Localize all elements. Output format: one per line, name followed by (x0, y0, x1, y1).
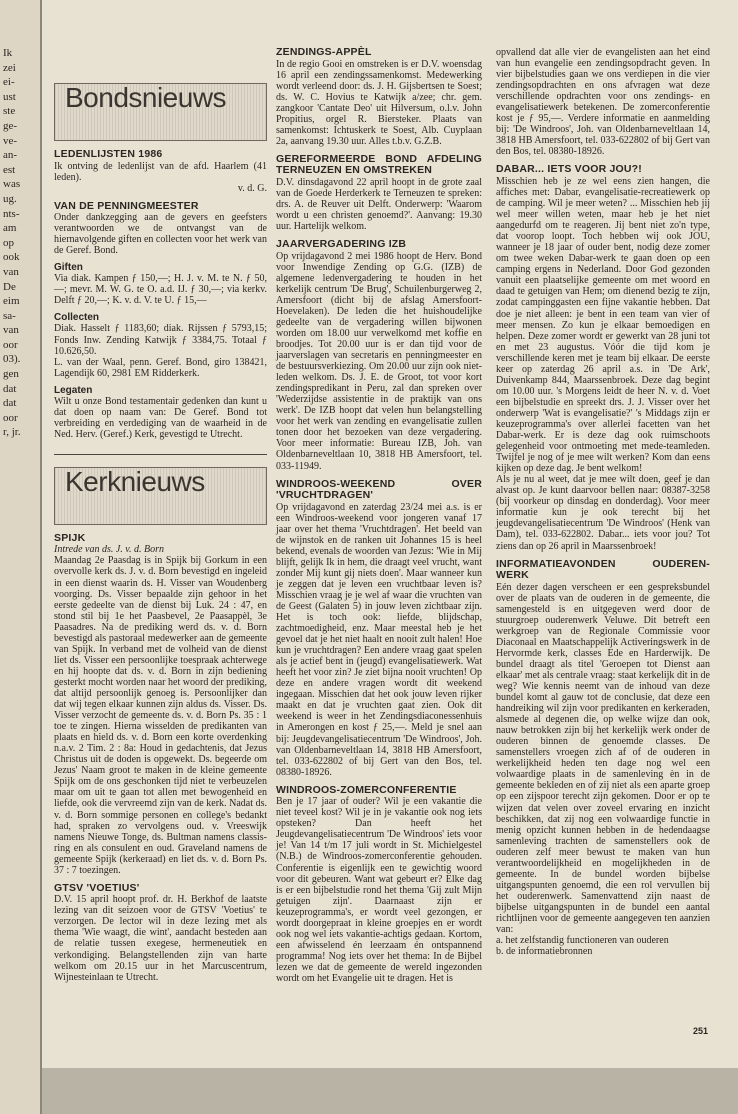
left-column (54, 83, 267, 983)
right-column (496, 47, 710, 957)
info-title-a: INFORMATIEAVONDEN (496, 557, 616, 570)
weekend-title-a: WINDROOS-WEEKEND (276, 477, 396, 490)
spijk-title: SPIJK (54, 531, 86, 544)
gutter-fragment: van (3, 324, 19, 337)
izb-text: Op vrijdagavond 2 mei 1986 hoopt de Herv. Bond voor Inwendige Zending op G.G. (IZB) de algemene ledenvergadering te houden in het kerkelijk centrum 'De Brug', Schuilenburgerweg 2, Amersfoort (dicht bij de afslag Amersfoort-Hoevelaken). De leden die het huishoudelijke gedeelte van de vergadering willen bijwonen worden om 18.00 uur verwelkomd met koffie en broodjes. Tot 20.00 uur is er dan tijd voor de jaarverslagen van secretaris en penningmeester en de bestuursverkiezing. Om 20.00 uur zijn ook niet-leden welkom. Ds. J. E. de Groot, tot voor kort zendingspredikant in Peru, zal dan spreken over 'Wederzijdse assistentie in de praktijk van ons werk'. De IZB hoopt dat velen hun belangstelling voor het werk van zending en evangelisatie zullen tonen door het bezoeken van deze vergadering. Voor meer informatie: Bureau IZB, Joh. van Oldenbarneveltlaan 10, 3818 HB Amersfoort, tel. 033-11949. (276, 250, 482, 472)
gutter-fragment: sa- (3, 309, 16, 322)
legaten-title: Legaten (54, 384, 93, 396)
gutter-fragment: oor (3, 411, 18, 424)
section-divider (54, 454, 267, 455)
kerknieuws-banner (54, 467, 267, 525)
gutter-fragment: 03). (3, 353, 21, 366)
collecten-text: Diak. Hasselt ƒ 1183,60; diak. Rijssen ƒ 5793,15; Fonds Inw. Zending Katwijk ƒ 3384,75. Totaal ƒ 10.626,50. (54, 323, 267, 357)
gutter-fragment: am (3, 222, 17, 235)
gutter-fragment: zei (3, 61, 16, 74)
gutter-fragment: op (3, 236, 14, 249)
info-title-c: WERK (496, 569, 529, 582)
weekend-title-c: 'VRUCHTDRAGEN' (276, 489, 374, 502)
info-list-a: a. het zelfstandig functioneren van ouderen (496, 935, 669, 947)
info-list-b: b. de informatiebronnen (496, 946, 593, 958)
gutter-fragment: ve- (3, 134, 18, 147)
gutter-fragment: nts- (3, 207, 20, 220)
dabar-text: Misschien heb je ze wel eens zien hangen, die affiches met: Dabar, evangelisatie-recreatiewerk op de camping. Wil je meer weten? ... Misschien heb jij wel meer willen weten, maar heb je het niet aangedurfd om te reageren. Jij bent niet zo'n type, dat voorop loopt. Toch hebben wij ook JOU, wanneer je 18 jaar of ouder bent, nodig deze zomer om twee weken Dabar-werk te gaan doen op een camping ergens in Nederland. Door God gezonden vanuit een plaatselijke gemeente om met woord en daad te getuigen van Hem; om dienend bezig te zijn, zodat campinggasten een fijne vakantie hebben. Dat doe je niet alleen: je bent in een team van vier of meer mensen. Zo kun je elkaar bemoedigen en helpen. Deze zomer wordt er gewerkt van 28 juni tot en met 23 augustus. Vóór die tijd kom je verschillende keren met je team bij elkaar. De eerste keer op zaterdag 26 april a.s. in 'De Ark', Duivenkamp 844, Maarssenbroek. Deze dag begint om 10.00 uur. 's Morgens leidt de heer N. v. d. Voet een bijbelstudie en spreekt drs. J. J. Visser over het onderwerp 'Wat is evangelisatie?' 's Middags zijn er keuzeprogramma's over allerlei facetten van het Dabar-werk. Er is deze dag ook ruimschoots gelegenheid voor ontmoeting met mede-teamleden. Twijfel je nog of je mee wilt werken? Kom dan eens kijken op deze dag. Je bent welkom! (496, 175, 710, 475)
gutter-fragment: ook (3, 251, 20, 264)
collecten-sign: L. van der Waal, penn. Geref. Bond, giro 138421, Lagendijk 60, 2981 EM Ridderkerk. (54, 356, 267, 379)
izb-title: JAARVERGADERING IZB (276, 238, 407, 251)
gutter-fragment: ge- (3, 119, 18, 132)
gutter-fragment: gen (3, 368, 19, 381)
zendings-text: In de regio Gooi en omstreken is er D.V. woensdag 16 april een zendingssamenkomst. Medewerking wordt verleend door: ds. J. H. Gijsbertsen te Soest; ds. W. C. Hovius te Katwijk a/zee; chr. gem. zangkoor 'Cantate Deo' uit Hilversum, o.l.v. John Propitius, orgel R. Biersteker. Plaats van samenkomst: Ichtuskerk te Soest, Alb. Cuyplaan 2a, aanvang 19.30 uur. Alles t.b.v. G.Z.B. (276, 58, 482, 147)
gutter-fragment: van (3, 265, 19, 278)
dabar-text-2: Als je nu al weet, dat je mee wilt doen, geef je dan alvast op. Je kunt daarvoor bellen naar: 08387-3258 (bij voorkeur op dinsdag en donderdag). Voor meer informatie kun je ook terecht bij het jeugdevangelisatiecentrum 'De Windroos' (Henk van Dam), tel. 033-622802. Dabar... iets voor jou? Tot ziens dan op 26 april in Maarssenbroek! (496, 474, 710, 552)
gutter-fragment: ste (3, 105, 16, 118)
penningmeester-text: Onder dankzegging aan de gevers en geefsters verantwoorden we de ontvangst van de hiernavolgende giften en collecten voor het werk van de Geref. Bond. (54, 212, 267, 257)
ledenlijsten-text: Ik ontving de ledenlijst van de afd. Haarlem (41 leden). (54, 160, 267, 183)
gutter-fragment: oor (3, 338, 18, 351)
ledenlijsten-title: LEDENLIJSTEN 1986 (54, 148, 163, 160)
info-title-b: OUDEREN- (652, 557, 710, 570)
previous-page-gutter (0, 0, 42, 1114)
zomer-text: Ben je 17 jaar of ouder? Wil je een vakantie die niet teveel kost? Wil je in je vakantie ook nog iets opsteken? Dan heeft het Jeugdevangelisatiecentrum 'De Windroos' iets voor je! Van 14 t/m 17 juli wordt in St. Michielgestel (N.B.) de Windroos-zomerconferentie gehouden. Conferentie is eigenlijk een te gewichtig woord voor dit gebeuren. Want wat gebeurt er? Elke dag is er een bijbelstudie rond het thema 'Gij zult Mijn getuigen zijn'. Daarnaast zijn er keuzeprogramma's, er wordt veel gezongen, er wordt doorgepraat in kleine groepjes en er wordt ook nog wel iets vakantie-achtigs gedaan. Kortom, een afwisselend én leerzaam én ontspannend programma! Nog iets over het thema: In de Bijbel lezen we dat de gemeente de wereld ingezonden wordt om het Evangelie uit te dragen. Het is (276, 796, 482, 984)
gtsv-text: D.V. 15 april hoopt prof. dr. H. Berkhof de laatste lezing van dit seizoen voor de GTSV 'Voetius' te verzorgen. De lector wil in deze lezing met als thema 'Wie waagt, die wint', aandacht besteden aan de relatie tussen exegese, hermeneutiek en verkondiging. Belangstellenden zijn van harte welkom om 20.15 uur in het Marcuscentrum, Wijnesteinlaan te Utrecht. (54, 894, 267, 983)
ledenlijsten-sign: v. d. G. (237, 182, 267, 194)
info-text: Eén dezer dagen verscheen er een gespreksbundel over de plaats van de ouderen in de gemeente, die samengesteld is en uitgegeven werd door de stuurgroep ouderenwerk Veluwe. Dit betreft een werkgroep van de Regionale Commissie voor Diaconaal en Maatschappelijk Activeringswerk in de Hervormde kerk, classes Ede en Harderwijk. De bundel draagt als titel 'Geroepen tot Dienst aan elkaar' met als centrale vraag: staat kerkelijk dit in de weg? Wie kennis neemt van de inhoud van deze bundel komt al gauw tot de conclusie, dat deze een handreiking wil zijn voor predikanten en kerkeraden, alsmede al degenen die, op welke wijze dan ook, nauw betrokken zijn bij het kerkelijk werk onder de ouderen binnen de genoemde classes. De samenstellers vroegen zich af of de ouderen in werkelijkheid heden ten dage nog wel een volwaardige plaats in de samenleving èn in de gemeente bekleden en of zij niet als een aparte groep op een zijspoor terecht zijn gekomen. Door er op te wijzen dat velen over zoveel ervaring en inzicht beschikken, dat zij nog een volwaardige functie in menig opzicht kunnen hebben in de hedendaagse samenleving trachten de samenstellers ook de ouderen zelf meer bewust te maken van hun verantwoordelijkheid en mogelijkheden in de gemeente. In de bundel worden bijbelse uitgangspunten genoemd, die een rol vervullen bij het ouderenwerk. Samenvattend zijn naast de bijbelse uitgangspunten in de bundel een aantal richtlijnen voor de gemeente aangegeven ten aanzien van: (496, 581, 710, 936)
penningmeester-title: VAN DE PENNINGMEESTER (54, 199, 199, 212)
spijk-text: Maandag 2e Paasdag is in Spijk bij Gorkum in een overvolle kerk ds. J. v. d. Born bevestigd en ingeleid in een dienst waarin ds. H. Visser van Woudenberg voorging. Ds. Visser bepaalde zijn gehoor in het eerste gedeelte van de dienst bij Luk. 24 : 47, en stond stil bij 1e het Paasbevel, 2e Paasappèl, 3e Paasadres. Na de prediking werd ds. v. d. Born bevestigd als pastoraal medewerker aan de gemeente van Spijk. In verband met de volheid van de dienst liet ds. Visser een persoonlijke toespraak achterwege en hij hoopte dat ds. v. d. Born in zijn bediening gesterkt mocht worden naar het woord der prediking, dat altijd persoonlijk genoeg is. Persoonlijker dan dat wij tegen elkaar kunnen zijn aldus ds. Visser. Ds. Visser verzocht de gemeente ds. v. d. Born Ps. 35 : 1 toe te zingen. Hierna wisselden de predikanten van plaats en hield ds. v. d. Born een korte overdenking n.a.v. 2 Tim. 2 : 8a: Houd in gedachtenis, dat Jezus Christus uit de doden is opgewekt. Ds. begeerde om Jezus' Naam groot te maken in de kleine gemeente Spijk om de ons geschonken tijd niet te verbeuzelen maar om uit te gaan tot allen met bewogenheid en liefde, ook die vervreemd zijn van de kerk. Nadat ds. v. d. Born sommige personen en college's bedankt had, spraken zo vervolgens oud. v. Vreeswijk namens Nieuwe Tonge, ds. Bultman namens classis-ring en als consulent en oud. Graveland namens de gemeente Spijk (kerkeraad) en liet ds. v. d. Born Ps. 37 : 7 toezingen. (54, 555, 267, 876)
gutter-fragment: De (3, 280, 16, 293)
spijk-subtitle: Intrede van ds. J. v. d. Born (54, 544, 164, 556)
zomer-text-continued: opvallend dat alle vier de evangelisten aan het eind van hun evangelie een zendingsopdracht geven. In vier bijbelstudies gaan we ons verdiepen in die vier zendingsopdrachten en ons afvragen wat deze verschillende opdrachten voor ons zendings- en evangelisatiewerk betekenen. De zomerconferentie kost je ƒ 95,—. Verdere informatie en aanmelding bij: 'De Windroos', Joh. van Oldenbarneveltlaan 14, 3818 HB Amersfoort, tel. 033-622802 of bij Gert van den Bos, tel. 08380-18926. (496, 47, 710, 158)
page-number: 251 (692, 1026, 708, 1036)
gutter-fragment: dat (3, 397, 17, 410)
bondsnieuws-banner (54, 83, 267, 141)
giften-text: Via diak. Kampen ƒ 150,—; H. J. v. M. te N. ƒ 50,—; mevr. M. W. G. te O. a.d. IJ. ƒ 30,—; via kerkv. Delft ƒ 20,—; K. v. d. V. te U. ƒ 15,— (54, 273, 267, 307)
zendings-title: ZENDINGS-APPÈL (276, 46, 372, 58)
gutter-fragment: est (3, 163, 16, 176)
bondsnieuws-heading: Bondsnieuws (65, 82, 227, 113)
gutter-fragment: Ik (3, 47, 13, 59)
gutter-fragment: r, jr. (3, 426, 21, 439)
gtsv-title: GTSV 'VOETIUS' (54, 881, 140, 894)
collecten-title: Collecten (54, 312, 100, 324)
gutter-fragment: ei- (3, 76, 15, 89)
gutter-fragment: eim (3, 295, 20, 308)
gutter-fragment: an- (3, 149, 18, 162)
gereformeerde-title: GEREFORMEERDE BOND AFDELING TERNEUZEN EN OMSTREKEN (276, 152, 482, 177)
gereformeerde-text: D.V. dinsdagavond 22 april hoopt in de grote zaal van de Goede Herderkerk te Terneuzen te spreken: drs. A. de Reuver uit Delft. Onderwerp: 'Waarom wordt u een christen genoemd?'. Aanvang: 19.30 uur. Hartelijk welkom. (276, 176, 482, 233)
gutter-fragment: was (3, 178, 21, 191)
gutter-fragment: dat (3, 382, 17, 395)
gutter-fragment: ust (3, 90, 16, 103)
zomer-title: WINDROOS-ZOMERCONFERENTIE (276, 783, 457, 796)
giften-title: Giften (54, 262, 83, 274)
dabar-title: DABAR... IETS VOOR JOU?! (496, 163, 642, 176)
gutter-fragment: ug. (3, 192, 17, 205)
legaten-text: Wilt u onze Bond testamentair gedenken dan kunt u dat doen op naam van: De Geref. Bond tot verbreiding en verdediging van de waarheid in de Ned. Herv. (Geref.) Kerk, gevestigd te Utrecht. (54, 395, 267, 440)
weekend-text: Op vrijdagavond en zaterdag 23/24 mei a.s. is er een Windroos-weekend voor jongeren vanaf 17 jaar over het thema 'Vruchtdragen'. Het beeld van de wijnstok en de ranken uit Johannes 15 is heel bekend, evenals de woorden van Jezus: 'Wie in Mij blijft, gelijk Ik in hem, die draagt veel vrucht, want zonder Mij kunt gij niets doen'. Maar wanneer kun je zeggen dat je leven een vruchtbaar leven is? Misschien vraag je je wel af waar die vruchten van de Geest (Galaten 5) in jouw leven zichtbaar zijn. Het is toch ook: liefde, blijdschap, zachtmoedigheid, enz. Maar meestal heb je het gevoel dat je het niet haalt en nooit zult halen! Hoe kun je vruchtdragen? Een andere vraag gaat spelen als je actief bent in (jeugd) evangelisatiewerk. Wat heeft het voor zin? Je ziet bijna nooit vruchten! Op deze en andere vragen wordt dit weekend ingegaan. Misschien dat het ook jouw leven rijker maakt en dat je vruchten gaat zien. Ook dit weekend is weer in het Zendingsdiaconessenhuis in Amerongen en kost ƒ 25,—. Meld je snel aan bij: Jeugdevangelisatiecentrum 'De Windroos', Joh. van Oldenbarneveltlaan 14, 3818 HB Amersfoort, tel. 033-622802 of bij Gert van den Bos, tel. 08380-18926. (276, 501, 482, 778)
kerknieuws-heading: Kerknieuws (65, 465, 205, 497)
middle-column (276, 47, 482, 984)
weekend-title-b: OVER (451, 477, 482, 490)
